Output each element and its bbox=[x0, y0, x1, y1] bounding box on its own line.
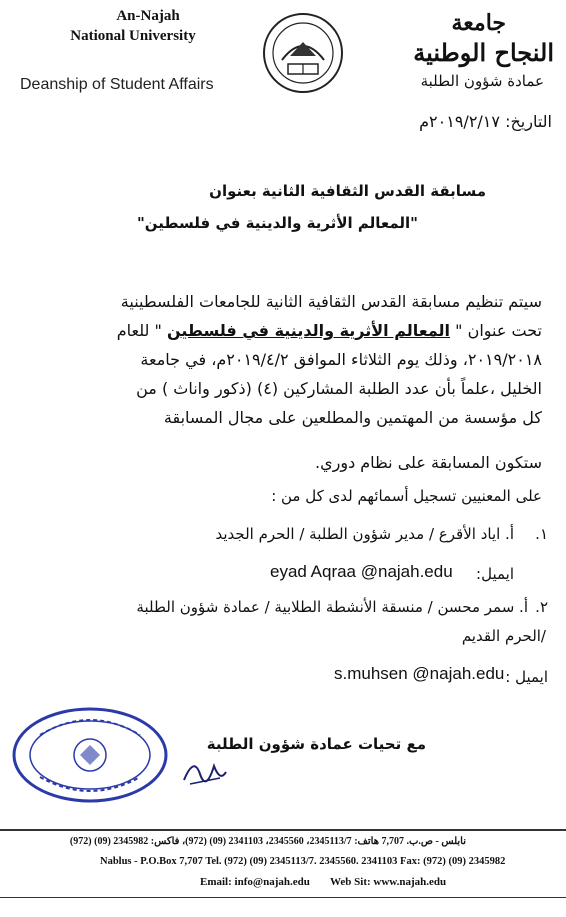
body-line-6: ستكون المسابقة على نظام دوري. bbox=[315, 453, 542, 472]
contact-2-email-label: ايميل : bbox=[505, 668, 548, 686]
official-stamp bbox=[10, 705, 170, 805]
footer-email[interactable]: Email: info@najah.edu bbox=[200, 876, 310, 888]
university-name-en bbox=[70, 6, 198, 46]
university-seal-logo bbox=[262, 12, 344, 94]
university-name-ar-line1: جامعة bbox=[451, 10, 506, 36]
contact-1-details: أ. اياد الأقرع / مدير شؤون الطلبة / الحرم الجديد bbox=[215, 525, 514, 543]
document-subtitle: "المعالم الأثرية والدينية في فلسطين" bbox=[136, 214, 418, 232]
document-title: مسابقة القدس الثقافية الثانية بعنوان bbox=[209, 182, 486, 200]
competition-name-emphasis: المعالم الأثرية والدينية في فلسطين bbox=[166, 321, 451, 340]
body-line-5: كل مؤسسة من المهتمين والمطلعين على مجال المسابقة bbox=[163, 408, 542, 427]
body-line-1: سيتم تنظيم مسابقة القدس الثقافية الثانية للجامعات الفلسطينية bbox=[120, 292, 542, 311]
body-line-2 bbox=[117, 321, 542, 340]
contact-1-email[interactable]: eyad Aqraa @najah.edu bbox=[270, 562, 453, 581]
body-line-2-suffix: " للعام bbox=[116, 321, 162, 340]
university-name-en-line1: An-Najah bbox=[116, 8, 180, 24]
body-line-3: ٢٠١٩/٢٠١٨، وذلك يوم الثلاثاء الموافق ٢٠١٩/٤/٢م، في جامعة bbox=[140, 350, 542, 369]
contact-2-details-cont: /الحرم القديم bbox=[461, 627, 546, 645]
contact-1-email-label: ايميل: bbox=[476, 565, 514, 583]
footer-address-ar: نابلس - ص.ب. 7,707 هاتف: 2345113/7، 2345560، 2341103 (09) (972)، فاكس: 2345982 (09) (972) bbox=[69, 836, 466, 847]
contact-2-number: ٢. bbox=[535, 598, 548, 616]
university-name-en-line2: National University bbox=[70, 28, 196, 44]
body-line-2-prefix: تحت عنوان " bbox=[455, 321, 542, 340]
footer-bottom-divider bbox=[0, 897, 566, 898]
registration-instruction: على المعنيين تسجيل أسمائهم لدى كل من : bbox=[271, 487, 542, 505]
deanship-name-en: Deanship of Student Affairs bbox=[20, 76, 214, 93]
footer-divider bbox=[0, 829, 566, 831]
deanship-name-ar: عمادة شؤون الطلبة bbox=[420, 72, 544, 90]
document-date: التاريخ: ٢٠١٩/٢/١٧م bbox=[419, 112, 552, 131]
footer-address-en: Nablus - P.O.Box 7,707 Tel. (972) (09) 2345113/7. 2345560. 2341103 Fax: (972) (09) 2345982 bbox=[100, 856, 506, 867]
footer-website[interactable]: Web Sit: www.najah.edu bbox=[330, 876, 447, 888]
contact-1-number: ١. bbox=[535, 525, 548, 543]
university-name-ar-line2: النجاح الوطنية bbox=[413, 38, 554, 67]
closing-greeting: مع تحيات عمادة شؤون الطلبة bbox=[206, 735, 426, 753]
body-line-4: الخليل ،علماً بأن عدد الطلبة المشاركين (٤) (ذكور واناث ) من bbox=[136, 379, 542, 398]
contact-2-email[interactable]: s.muhsen @najah.edu bbox=[334, 664, 505, 683]
signature bbox=[180, 752, 230, 788]
contact-2-details: أ. سمر محسن / منسقة الأنشطة الطلابية / عمادة شؤون الطلبة bbox=[136, 598, 528, 616]
